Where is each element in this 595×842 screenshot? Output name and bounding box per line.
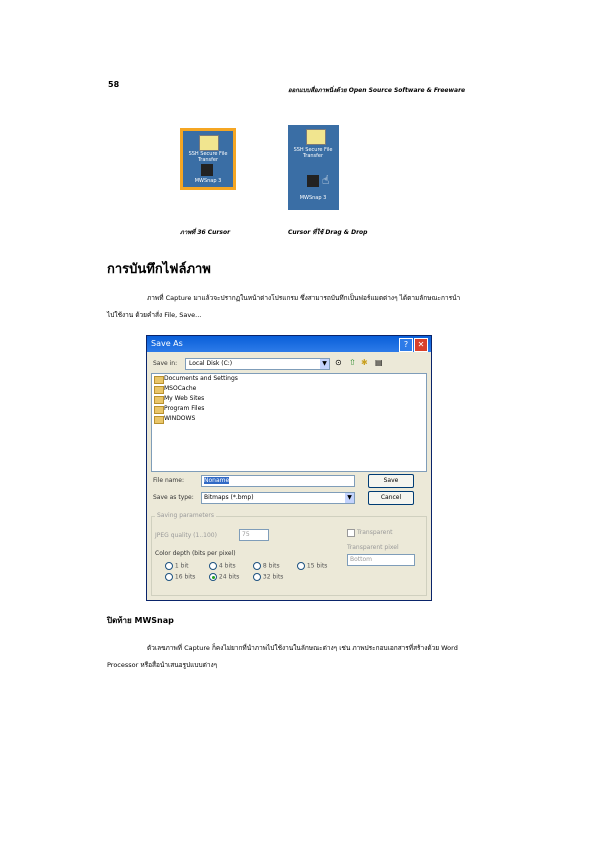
radio-selected-icon	[209, 573, 217, 581]
camera-icon	[201, 164, 213, 176]
running-header: ออกแบบสื่อภาพนิ่งด้วย Open Source Software & Freeware	[288, 87, 466, 94]
transparent-checkbox[interactable]	[347, 529, 355, 537]
subheading: ปิดท้าย MWSnap	[107, 616, 174, 625]
icon1-label: SSH Secure File Transfer	[188, 151, 228, 163]
save-button[interactable]: Save	[368, 474, 414, 488]
jpeg-quality-label: JPEG quality (1..100)	[155, 532, 217, 539]
radio-16bits[interactable]: 16 bits	[165, 573, 195, 581]
folder-item-1[interactable]: MSOCache	[152, 384, 426, 394]
save-in-label: Save in:	[153, 360, 178, 367]
folder-item-2[interactable]: My Web Sites	[152, 394, 426, 404]
section-title: การบันทึกไฟล์ภาพ	[107, 262, 211, 277]
icon2-label: MWSnap 3	[194, 178, 222, 184]
close-icon[interactable]: ✕	[414, 338, 428, 352]
radio-icon	[165, 562, 173, 570]
desktop-screenshot-right	[288, 125, 339, 210]
paragraph-2: ตัวเลขภาพที่ Capture ก็คงไม่ยากที่นำภาพไปใช้งานในลักษณะต่างๆ เช่น ภาพประกอบเอกสารที่สร้างด้วย Word Processor หรือสื่อนำเสนอรูปแบบต่างๆ	[107, 644, 458, 669]
paragraph-1: ภาพที่ Capture มาแล้วจะปรากฏในหน้าต่างโปรแกรม ซึ่งสามารถบันทึกเป็นฟอร์แมตต่างๆ ได้ตามลักษณะการนำไปใช้งาน ด้วยคำสั่ง File, Save...	[107, 294, 461, 319]
file-name-input[interactable]	[201, 475, 355, 487]
radio-icon	[165, 573, 173, 581]
save-as-type-select[interactable]	[201, 492, 355, 504]
folder-icon	[154, 416, 164, 424]
figure-caption-left: ภาพที่ 36 Cursor	[180, 229, 231, 236]
folder-icon	[154, 386, 164, 394]
camera-icon-2	[307, 175, 319, 187]
up-folder-icon[interactable]: ⇧	[349, 358, 356, 367]
view-menu-icon[interactable]: ▤	[375, 358, 383, 367]
transparent-pixel-select[interactable]: Bottom	[347, 554, 415, 566]
folder-icon	[154, 396, 164, 404]
chevron-down-icon[interactable]: ▼	[345, 493, 354, 503]
back-icon[interactable]: ⊙	[335, 358, 342, 367]
radio-icon	[253, 573, 261, 581]
radio-15bits[interactable]: 15 bits	[297, 562, 327, 570]
radio-icon	[209, 562, 217, 570]
radio-1bit[interactable]: 1 bit	[165, 562, 188, 570]
transparent-pixel-label: Transparent pixel	[347, 544, 399, 551]
save-as-type-value: Bitmaps (*.bmp)	[204, 494, 254, 501]
folder-item-0[interactable]: Documents and Settings	[152, 374, 426, 384]
page-number: 58	[108, 80, 120, 89]
transparent-label: Transparent	[357, 529, 393, 536]
folder-icon	[154, 406, 164, 414]
radio-32bits[interactable]: 32 bits	[253, 573, 283, 581]
radio-24bits[interactable]: 24 bits	[209, 573, 239, 581]
radio-icon	[253, 562, 261, 570]
radio-4bits[interactable]: 4 bits	[209, 562, 236, 570]
folder-item-4[interactable]: WINDOWS	[152, 414, 426, 424]
file-name-label: File name:	[153, 477, 184, 484]
color-depth-label: Color depth (bits per pixel)	[155, 550, 236, 557]
chevron-down-icon[interactable]: ▼	[320, 359, 329, 369]
dialog-titlebar	[147, 336, 431, 352]
figure-caption-right: Cursor ที่ใช้ Drag & Drop	[288, 229, 368, 236]
radio-icon	[297, 562, 305, 570]
save-in-value: Local Disk (C:)	[189, 360, 233, 367]
file-name-value: Noname	[204, 477, 230, 484]
cancel-button[interactable]: Cancel	[368, 491, 414, 505]
icon2-label-2: MWSnap 3	[299, 195, 327, 201]
desktop-screenshot-left	[180, 128, 236, 190]
radio-8bits[interactable]: 8 bits	[253, 562, 280, 570]
saving-params-label: Saving parameters	[157, 512, 215, 519]
folder-item-3[interactable]: Program Files	[152, 404, 426, 414]
folder-icon	[154, 376, 164, 384]
help-icon[interactable]: ?	[399, 338, 413, 352]
save-as-type-label: Save as type:	[153, 494, 194, 501]
file-list[interactable]	[151, 373, 427, 472]
icon1-label-2: SSH Secure File Transfer	[293, 147, 333, 159]
ssh-app-icon-2	[306, 129, 326, 145]
save-in-select[interactable]	[185, 358, 330, 370]
save-as-dialog	[146, 335, 432, 601]
dialog-title: Save As	[151, 339, 183, 348]
hand-cursor-icon: ☝	[322, 173, 330, 187]
new-folder-icon[interactable]: ✱	[361, 358, 368, 367]
jpeg-quality-input[interactable]: 75	[239, 529, 269, 541]
ssh-app-icon	[199, 135, 219, 151]
